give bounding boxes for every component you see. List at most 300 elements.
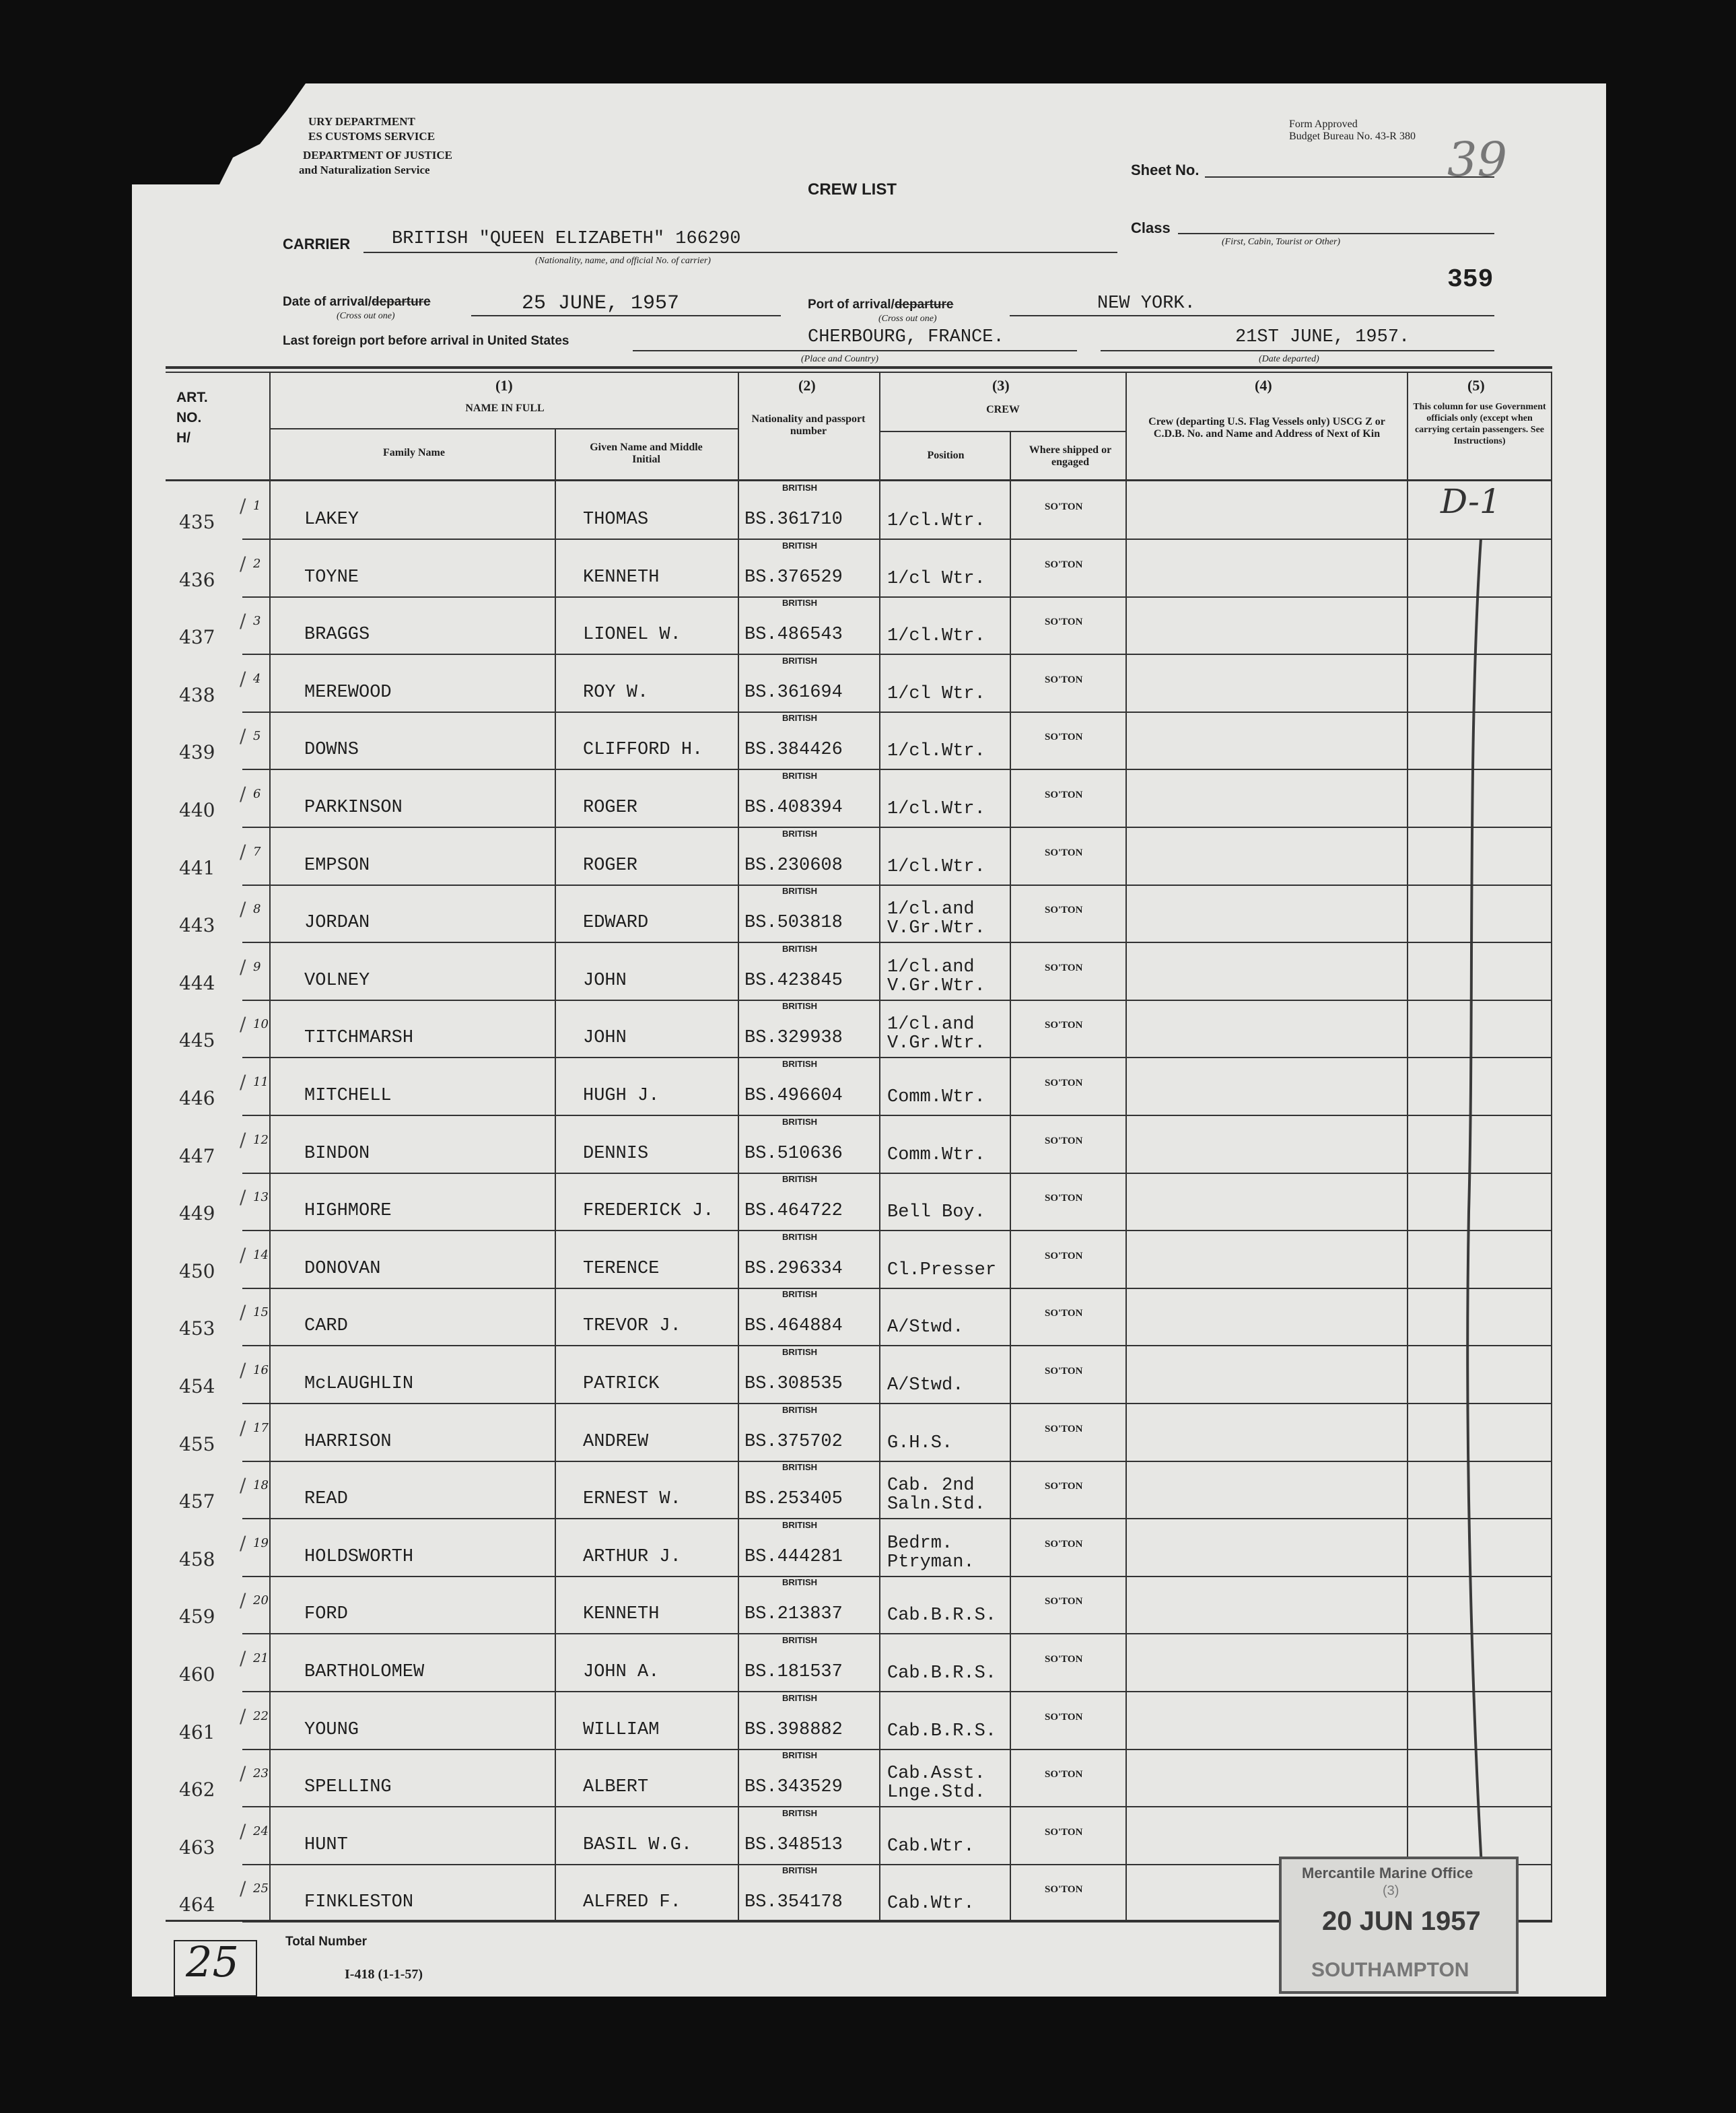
art-number: 437: [179, 626, 215, 649]
header-given-name: Given Name and Middle Initial: [590, 442, 703, 465]
line-number: 10: [253, 1017, 269, 1032]
check-mark: /: [240, 1128, 246, 1151]
position-line-1: 1/cl.and: [887, 1014, 975, 1035]
where-shipped: SO'TON: [1045, 905, 1083, 916]
family-name: SPELLING: [304, 1777, 392, 1798]
nationality: BRITISH: [782, 1347, 817, 1357]
crew-row: [0, 1346, 1736, 1404]
mercantile-marine-stamp: [1279, 1857, 1519, 1994]
date-arrival-label: Date of arrival/departure: [283, 295, 431, 309]
department-line-1: URY DEPARTMENT: [308, 115, 415, 128]
carrier-underline: [363, 252, 1117, 253]
table-top-rule-2: [166, 372, 1552, 373]
line-number: 11: [253, 1075, 269, 1089]
position: Cab.B.R.S.: [887, 1605, 997, 1626]
position: A/Stwd.: [887, 1317, 964, 1338]
line-number: 8: [253, 902, 261, 917]
check-mark: /: [240, 1359, 246, 1381]
given-name: ERNEST W.: [583, 1489, 681, 1510]
nationality: BRITISH: [782, 1174, 817, 1185]
check-mark: /: [240, 1704, 246, 1727]
header-position: Position: [927, 450, 965, 461]
art-number: 446: [179, 1087, 215, 1109]
carrier-hint: (Nationality, name, and official No. of carrier): [535, 256, 711, 266]
stamp-office: Mercantile Marine Office: [1302, 1865, 1473, 1881]
header-col4-number: (4): [1255, 377, 1272, 394]
line-number: 25: [253, 1881, 269, 1896]
art-number: 458: [179, 1548, 215, 1570]
crew-row: [0, 1519, 1736, 1577]
port-arrival-label: Port of arrival/departure: [808, 298, 954, 312]
crew-row: [0, 942, 1736, 1000]
position-line-2: Lnge.Std.: [887, 1782, 985, 1803]
given-name: HUGH J.: [583, 1086, 660, 1106]
given-name: KENNETH: [583, 567, 660, 588]
where-shipped: SO'TON: [1045, 1538, 1083, 1550]
where-shipped: SO'TON: [1045, 847, 1083, 858]
nationality: BRITISH: [782, 1519, 817, 1530]
department-line-3: DEPARTMENT OF JUSTICE: [303, 149, 453, 162]
check-mark: /: [240, 1013, 246, 1036]
crew-row: [0, 1749, 1736, 1807]
position-line-1: 1/cl.and: [887, 899, 975, 920]
given-name: PATRICK: [583, 1374, 660, 1394]
check-mark: /: [240, 1416, 246, 1439]
date-departed-hint: (Date departed): [1259, 354, 1319, 364]
passport-number: BS.503818: [744, 913, 843, 934]
line-number: 17: [253, 1420, 269, 1435]
header-col4-title: Crew (departing U.S. Flag Vessels only) USCG Z or C.D.B. No. and Name and Address of Next of Kin: [1148, 416, 1385, 440]
port-arrival-value: NEW YORK.: [1097, 293, 1195, 314]
line-number: 9: [253, 959, 261, 974]
passport-number: BS.398882: [744, 1719, 843, 1740]
art-number: 459: [179, 1605, 215, 1628]
passport-number: BS.464884: [744, 1316, 843, 1337]
position: A/Stwd.: [887, 1375, 964, 1395]
class-hint: (First, Cabin, Tourist or Other): [1222, 237, 1341, 247]
position: Comm.Wtr.: [887, 1144, 985, 1165]
passport-number: BS.361710: [744, 510, 843, 530]
position: Cab.B.R.S.: [887, 1721, 997, 1741]
line-number: 13: [253, 1190, 269, 1205]
given-name: KENNETH: [583, 1604, 660, 1625]
passport-number: BS.464722: [744, 1201, 843, 1222]
given-name: ROY W.: [583, 682, 649, 703]
art-number: 463: [179, 1836, 215, 1859]
passport-number: BS.354178: [744, 1892, 843, 1913]
position-line-2: V.Gr.Wtr.: [887, 918, 985, 939]
date-arrival-hint: (Cross out one): [337, 311, 395, 321]
family-name: YOUNG: [304, 1719, 359, 1740]
position: Cab.Wtr.: [887, 1836, 975, 1857]
passport-number: BS.444281: [744, 1546, 843, 1567]
art-number: 462: [179, 1778, 215, 1801]
line-number: 16: [253, 1363, 269, 1377]
family-name: LAKEY: [304, 510, 359, 530]
line-number: 12: [253, 1132, 269, 1147]
line-number: 2: [253, 556, 261, 571]
family-name: TITCHMARSH: [304, 1028, 414, 1049]
passport-number: BS.408394: [744, 798, 843, 818]
nationality: BRITISH: [782, 1577, 817, 1588]
check-mark: /: [240, 898, 246, 921]
nationality: BRITISH: [782, 655, 817, 666]
nationality: BRITISH: [782, 828, 817, 839]
position: Cab.Wtr.: [887, 1894, 975, 1914]
where-shipped: SO'TON: [1045, 1423, 1083, 1434]
nationality: BRITISH: [782, 1692, 817, 1703]
crew-row: [0, 1634, 1736, 1692]
family-name: HUNT: [304, 1834, 348, 1855]
art-number: 441: [179, 856, 215, 879]
given-name: ANDREW: [583, 1431, 649, 1452]
position-line-2: V.Gr.Wtr.: [887, 1033, 985, 1054]
family-name: BARTHOLOMEW: [304, 1662, 425, 1682]
given-name: EDWARD: [583, 913, 649, 934]
family-name: HARRISON: [304, 1431, 392, 1452]
last-port-label: Last foreign port before arrival in United States: [283, 334, 569, 348]
check-mark: /: [240, 1589, 246, 1612]
class-label: Class: [1131, 219, 1171, 236]
passport-number: BS.343529: [744, 1777, 843, 1798]
nationality: BRITISH: [782, 1635, 817, 1645]
nationality: BRITISH: [782, 483, 817, 493]
where-shipped: SO'TON: [1045, 1884, 1083, 1896]
crew-row: [0, 539, 1736, 597]
where-shipped: SO'TON: [1045, 1078, 1083, 1088]
art-number: 455: [179, 1432, 215, 1455]
position: 1/cl.Wtr.: [887, 626, 985, 647]
line-number: 24: [253, 1824, 269, 1838]
family-name: FINKLESTON: [304, 1892, 414, 1913]
given-name: ARTHUR J.: [583, 1546, 681, 1567]
art-number: 450: [179, 1259, 215, 1282]
check-mark: /: [240, 1186, 246, 1209]
crew-row: [0, 1058, 1736, 1115]
crew-row: [0, 481, 1736, 539]
form-approved: Form Approved: [1289, 118, 1358, 130]
passport-number: BS.181537: [744, 1662, 843, 1682]
crew-row: [0, 1231, 1736, 1288]
header-col5-number: (5): [1467, 377, 1485, 394]
passport-number: BS.213837: [744, 1604, 843, 1625]
art-number: 439: [179, 741, 215, 764]
nationality: BRITISH: [782, 771, 817, 781]
where-shipped: SO'TON: [1045, 617, 1083, 628]
position: 1/cl Wtr.: [887, 683, 985, 704]
date-arrival-value: 25 JUNE, 1957: [522, 292, 680, 315]
family-name: DOWNS: [304, 740, 359, 761]
position-line-2: Ptryman.: [887, 1552, 975, 1572]
passport-number: BS.384426: [744, 740, 843, 761]
crew-row: [0, 1692, 1736, 1750]
art-number: 436: [179, 568, 215, 591]
check-mark: /: [240, 725, 246, 748]
header-family-name: Family Name: [383, 447, 445, 458]
header-col2-number: (2): [798, 377, 816, 394]
line-number: 14: [253, 1247, 269, 1262]
art-number: 438: [179, 683, 215, 706]
position-line-2: Saln.Std.: [887, 1494, 985, 1515]
check-mark: /: [240, 1474, 246, 1497]
where-shipped: SO'TON: [1045, 1654, 1083, 1665]
nationality: BRITISH: [782, 1059, 817, 1069]
header-where-shipped: Where shipped or engaged: [1029, 444, 1112, 468]
position: G.H.S.: [887, 1432, 953, 1453]
line-number: 15: [253, 1305, 269, 1320]
where-shipped: SO'TON: [1045, 1596, 1083, 1607]
passport-number: BS.296334: [744, 1258, 843, 1279]
given-name: JOHN: [583, 970, 627, 991]
last-port-underline: [633, 350, 1077, 351]
family-name: HOLDSWORTH: [304, 1546, 414, 1567]
passport-number: BS.423845: [744, 970, 843, 991]
passport-number: BS.308535: [744, 1374, 843, 1394]
nationality: BRITISH: [782, 1807, 817, 1818]
given-name: FREDERICK J.: [583, 1201, 714, 1222]
nationality: BRITISH: [782, 540, 817, 551]
nationality: BRITISH: [782, 886, 817, 897]
art-number: 460: [179, 1663, 215, 1686]
where-shipped: SO'TON: [1045, 559, 1083, 570]
carrier-label: CARRIER: [283, 236, 351, 252]
passport-number: BS.375702: [744, 1431, 843, 1452]
header-art-no: ART. NO. H/: [176, 390, 208, 446]
where-shipped: SO'TON: [1045, 674, 1083, 685]
table-top-rule: [166, 366, 1552, 369]
check-mark: /: [240, 1071, 246, 1093]
budget-bureau: Budget Bureau No. 43-R 380: [1289, 131, 1416, 142]
art-number: 457: [179, 1490, 215, 1513]
nationality: BRITISH: [782, 1001, 817, 1012]
last-port-hint: (Place and Country): [801, 354, 879, 364]
family-name: HIGHMORE: [304, 1201, 392, 1222]
line-number: 7: [253, 844, 261, 859]
check-mark: /: [240, 667, 246, 690]
family-name: CARD: [304, 1316, 348, 1337]
family-name: FORD: [304, 1604, 348, 1625]
family-name: JORDAN: [304, 913, 370, 934]
art-number: 447: [179, 1144, 215, 1167]
nationality: BRITISH: [782, 1865, 817, 1876]
given-name: CLIFFORD H.: [583, 740, 703, 761]
passport-number: BS.253405: [744, 1489, 843, 1510]
where-shipped: SO'TON: [1045, 732, 1083, 743]
line-number: 22: [253, 1708, 269, 1723]
art-number: 443: [179, 914, 215, 937]
passport-number: BS.486543: [744, 625, 843, 646]
art-number: 453: [179, 1317, 215, 1340]
family-name: TOYNE: [304, 567, 359, 588]
total-value: 25: [186, 1937, 239, 1986]
line-number: 5: [253, 729, 261, 744]
check-mark: /: [240, 1762, 246, 1785]
where-shipped: SO'TON: [1045, 1020, 1083, 1031]
check-mark: /: [240, 552, 246, 575]
family-name: READ: [304, 1489, 348, 1510]
header-col1-number: (1): [495, 377, 513, 394]
header-nationality: Nationality and passport number: [751, 413, 866, 437]
given-name: THOMAS: [583, 510, 649, 530]
last-port-value: CHERBOURG, FRANCE.: [808, 327, 1004, 347]
date-underline: [471, 315, 781, 316]
given-name: TREVOR J.: [583, 1316, 681, 1337]
crew-row: [0, 827, 1736, 885]
given-name: JOHN: [583, 1028, 627, 1049]
art-number: 454: [179, 1375, 215, 1397]
crew-row: [0, 1288, 1736, 1346]
line-number: 23: [253, 1766, 269, 1781]
art-number: 461: [179, 1721, 215, 1743]
department-line-4: and Naturalization Service: [299, 164, 430, 176]
given-name: WILLIAM: [583, 1719, 660, 1740]
passport-number: BS.376529: [744, 567, 843, 588]
position: Comm.Wtr.: [887, 1087, 985, 1107]
passport-number: BS.348513: [744, 1834, 843, 1855]
family-name: VOLNEY: [304, 970, 370, 991]
check-mark: /: [240, 955, 246, 978]
art-number: 435: [179, 511, 215, 533]
position: 1/cl.Wtr.: [887, 799, 985, 819]
given-name: JOHN A.: [583, 1662, 660, 1682]
line-number: 1: [253, 499, 261, 513]
position-line-1: 1/cl.and: [887, 957, 975, 977]
where-shipped: SO'TON: [1045, 1308, 1083, 1319]
where-shipped: SO'TON: [1045, 1711, 1083, 1723]
check-mark: /: [240, 1820, 246, 1842]
check-mark: /: [240, 1301, 246, 1324]
sheet-label: Sheet No.: [1131, 162, 1200, 178]
class-underline: [1178, 233, 1494, 234]
nationality: BRITISH: [782, 1231, 817, 1242]
position-line-1: Cab. 2nd: [887, 1476, 975, 1496]
art-number: 444: [179, 971, 215, 994]
where-shipped: SO'TON: [1045, 1826, 1083, 1838]
date-departed-value: 21ST JUNE, 1957.: [1235, 327, 1410, 347]
form-id: I-418 (1-1-57): [345, 1967, 423, 1982]
crew-row: [0, 654, 1736, 712]
given-name: LIONEL W.: [583, 625, 681, 646]
header-col5-title: This column for use Government officials only (except when carrying certain passengers. See Instructions): [1413, 402, 1546, 446]
position: 1/cl.Wtr.: [887, 856, 985, 877]
where-shipped: SO'TON: [1045, 1481, 1083, 1492]
line-number: 20: [253, 1593, 269, 1608]
crew-subheader-rule: [879, 431, 1125, 432]
stamp-number: (3): [1383, 1883, 1399, 1898]
check-mark: /: [240, 783, 246, 805]
line-number: 18: [253, 1478, 269, 1493]
check-mark: /: [240, 1531, 246, 1554]
crew-row: [0, 885, 1736, 942]
name-subheader-rule: [269, 428, 738, 429]
nationality: BRITISH: [782, 1462, 817, 1473]
family-name: EMPSON: [304, 855, 370, 876]
crew-row: [0, 1000, 1736, 1058]
crew-row: [0, 1576, 1736, 1634]
check-mark: /: [240, 1243, 246, 1266]
line-number: 4: [253, 671, 261, 686]
where-shipped: SO'TON: [1045, 962, 1083, 973]
passport-number: BS.496604: [744, 1086, 843, 1106]
crew-row: [0, 1461, 1736, 1519]
nationality: BRITISH: [782, 1116, 817, 1127]
col5-note: D-1: [1440, 482, 1501, 521]
given-name: ALBERT: [583, 1777, 649, 1798]
department-line-2: ES CUSTOMS SERVICE: [308, 130, 436, 143]
stamp-place: SOUTHAMPTON: [1311, 1959, 1469, 1981]
position-line-1: Cab.Asst.: [887, 1764, 985, 1785]
crew-row: [0, 769, 1736, 827]
art-number: 464: [179, 1894, 215, 1916]
position-line-2: V.Gr.Wtr.: [887, 975, 985, 996]
line-number: 21: [253, 1651, 269, 1665]
sheet-number: 39: [1447, 132, 1508, 187]
page-number: 359: [1447, 265, 1494, 294]
line-number: 6: [253, 787, 261, 801]
passport-number: BS.230608: [744, 855, 843, 876]
header-crew: CREW: [986, 404, 1020, 415]
nationality: BRITISH: [782, 598, 817, 609]
given-name: ALFRED F.: [583, 1892, 681, 1913]
where-shipped: SO'TON: [1045, 1366, 1083, 1377]
given-name: DENNIS: [583, 1143, 649, 1164]
position: 1/cl.Wtr.: [887, 741, 985, 762]
where-shipped: SO'TON: [1045, 1193, 1083, 1204]
check-mark: /: [240, 1647, 246, 1669]
passport-number: BS.329938: [744, 1028, 843, 1049]
line-number: 3: [253, 614, 261, 629]
passport-number: BS.361694: [744, 682, 843, 703]
where-shipped: SO'TON: [1045, 790, 1083, 800]
family-name: DONOVAN: [304, 1258, 381, 1279]
crew-row: [0, 1173, 1736, 1231]
family-name: MITCHELL: [304, 1086, 392, 1106]
stamp-date: 20 JUN 1957: [1322, 1906, 1481, 1936]
position: Cab.B.R.S.: [887, 1663, 997, 1684]
passport-number: BS.510636: [744, 1143, 843, 1164]
where-shipped: SO'TON: [1045, 1769, 1083, 1780]
crew-row: [0, 712, 1736, 769]
nationality: BRITISH: [782, 1289, 817, 1300]
nationality: BRITISH: [782, 943, 817, 954]
position-line-1: Bedrm.: [887, 1533, 953, 1554]
nationality: BRITISH: [782, 1750, 817, 1761]
crew-row: [0, 1807, 1736, 1865]
nationality: BRITISH: [782, 1404, 817, 1415]
port-arrival-hint: (Cross out one): [878, 314, 937, 324]
position: 1/cl Wtr.: [887, 568, 985, 589]
total-label: Total Number: [285, 1935, 368, 1949]
form-title: CREW LIST: [808, 180, 897, 199]
port-underline: [1010, 315, 1494, 316]
where-shipped: SO'TON: [1045, 501, 1083, 512]
given-name: BASIL W.G.: [583, 1834, 693, 1855]
family-name: BRAGGS: [304, 625, 370, 646]
crew-row: [0, 596, 1736, 654]
art-number: 449: [179, 1202, 215, 1225]
given-name: ROGER: [583, 855, 638, 876]
family-name: MEREWOOD: [304, 682, 392, 703]
date-departed-underline: [1101, 350, 1494, 351]
given-name: ROGER: [583, 798, 638, 818]
family-name: PARKINSON: [304, 798, 403, 818]
check-mark: /: [240, 610, 246, 633]
crew-row: [0, 1404, 1736, 1461]
given-name: TERENCE: [583, 1258, 660, 1279]
nationality: BRITISH: [782, 713, 817, 724]
family-name: McLAUGHLIN: [304, 1374, 414, 1394]
header-col3-number: (3): [992, 377, 1010, 394]
